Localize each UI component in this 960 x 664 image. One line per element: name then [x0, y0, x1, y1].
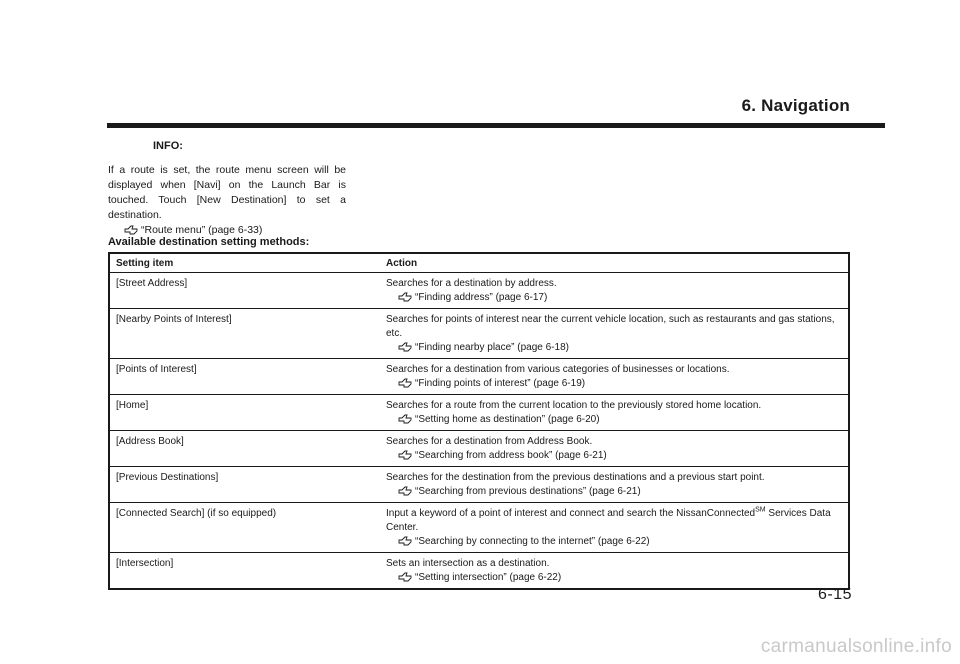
- reference-pointer-icon: [398, 486, 412, 495]
- table-row: [109, 395, 849, 431]
- table-row: [109, 503, 849, 553]
- setting-item-cell: [Connected Search] (if so equipped): [109, 503, 380, 553]
- column-header-action: Action: [380, 253, 849, 273]
- table-row: [109, 273, 849, 309]
- table-row: [109, 467, 849, 503]
- setting-item-cell: [Home]: [109, 395, 380, 431]
- reference-pointer-icon: [398, 572, 412, 581]
- page-reference-text: “Setting home as destination” (page 6-20): [415, 414, 600, 425]
- info-body-text: If a route is set, the route menu screen will be displayed when [Navi] on the Launch Bar is touched. Touch [New Destination] to set a destination.: [108, 164, 346, 221]
- page-reference[interactable]: [386, 377, 842, 391]
- action-text: [386, 508, 831, 533]
- page-reference-text: “Finding address” (page 6-17): [415, 292, 548, 303]
- reference-pointer-icon: [398, 378, 412, 387]
- page-reference[interactable]: [386, 535, 842, 549]
- page-reference-text: “Finding points of interest” (page 6-19): [415, 378, 586, 389]
- page-reference[interactable]: [386, 571, 842, 585]
- table-row: [109, 309, 849, 359]
- action-cell: [380, 395, 849, 431]
- action-text: Searches for a destination from various categories of businesses or locations.: [386, 364, 730, 375]
- setting-item-cell: [Street Address]: [109, 273, 380, 309]
- action-cell: [380, 431, 849, 467]
- action-cell: [380, 309, 849, 359]
- reference-pointer-icon: [398, 450, 412, 459]
- page-number: 6-15: [817, 586, 852, 603]
- page-reference-text: “Setting intersection” (page 6-22): [415, 572, 562, 583]
- destination-methods-table: [108, 252, 850, 590]
- action-text-part: Input a keyword of a point of interest and connect and search the NissanConnected: [386, 508, 756, 519]
- watermark: carmanualsonline.info: [760, 636, 952, 657]
- column-header-setting-item: Setting item: [109, 253, 380, 273]
- action-text: Searches for the destination from the previous destinations and a previous start point.: [386, 472, 765, 483]
- page-reference-text: “Searching from previous destinations” (page 6-21): [415, 486, 641, 497]
- action-text: Sets an intersection as a destination.: [386, 558, 550, 569]
- action-cell: [380, 467, 849, 503]
- action-cell: [380, 503, 849, 553]
- setting-item-cell: [Intersection]: [109, 553, 380, 590]
- setting-item-cell: [Previous Destinations]: [109, 467, 380, 503]
- page-reference-text: “Searching by connecting to the internet” (page 6-22): [415, 536, 650, 547]
- setting-item-cell: [Address Book]: [109, 431, 380, 467]
- page-reference[interactable]: [386, 485, 842, 499]
- reference-pointer-icon: [398, 414, 412, 423]
- action-text: Searches for points of interest near the current vehicle location, such as restaurants and gas stations, etc.: [386, 314, 835, 339]
- info-reference-text: “Route menu” (page 6-33): [141, 224, 263, 236]
- action-text: Searches for a route from the current location to the previously stored home location.: [386, 400, 762, 411]
- action-cell: [380, 359, 849, 395]
- reference-pointer-icon: [124, 225, 138, 234]
- page-reference-text: “Searching from address book” (page 6-21): [415, 450, 607, 461]
- action-cell: [380, 553, 849, 590]
- reference-pointer-icon: [398, 292, 412, 301]
- table-row: [109, 359, 849, 395]
- setting-item-cell: [Points of Interest]: [109, 359, 380, 395]
- info-heading: INFO:: [153, 140, 183, 152]
- page-reference[interactable]: [386, 449, 842, 463]
- page-reference-text: “Finding nearby place” (page 6-18): [415, 342, 569, 353]
- action-text: Searches for a destination from Address Book.: [386, 436, 593, 447]
- action-cell: [380, 273, 849, 309]
- page-reference[interactable]: [386, 341, 842, 355]
- header-rule: [107, 123, 885, 128]
- table-row: [109, 431, 849, 467]
- service-mark: SM: [755, 506, 766, 514]
- reference-pointer-icon: [398, 342, 412, 351]
- table-header-row: [109, 253, 849, 273]
- page-reference[interactable]: [386, 291, 842, 305]
- setting-item-cell: [Nearby Points of Interest]: [109, 309, 380, 359]
- reference-pointer-icon: [398, 536, 412, 545]
- info-note: [108, 163, 346, 238]
- action-text-part: Services Data Center.: [386, 508, 831, 533]
- page-reference[interactable]: [386, 413, 842, 427]
- table-row: [109, 553, 849, 590]
- action-text: Searches for a destination by address.: [386, 278, 557, 289]
- chapter-title: 6. Navigation: [741, 96, 850, 115]
- methods-heading: Available destination setting methods:: [108, 236, 310, 248]
